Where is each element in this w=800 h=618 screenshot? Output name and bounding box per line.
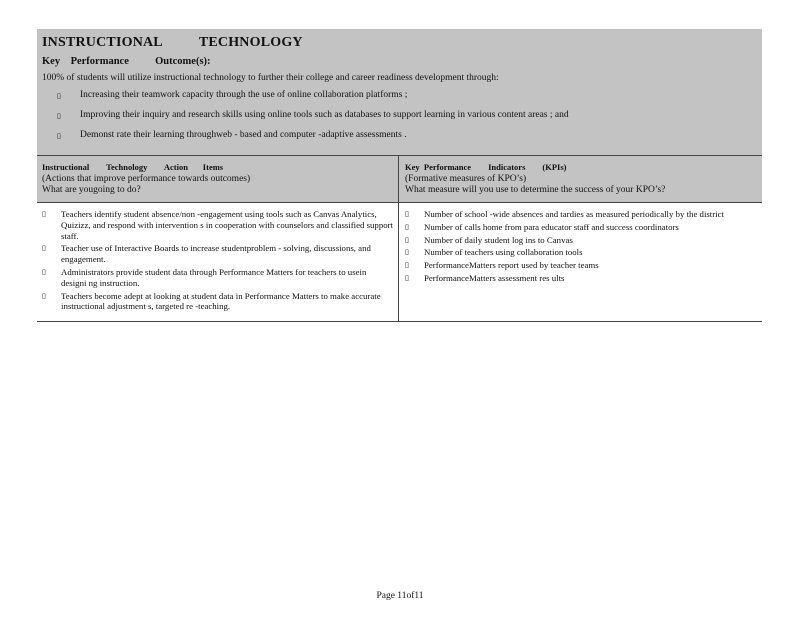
action-items-title: Instructional Technology Action Items	[42, 162, 224, 172]
kpi-question: What measure will you use to determine the success of your KPO’s?	[405, 185, 666, 195]
list-item: ▯ Number of calls home from para educator staff and success coordinators	[405, 221, 679, 232]
action-item-list	[42, 209, 393, 312]
bullet-icon: ▯	[42, 291, 46, 300]
kpi-header	[399, 156, 762, 202]
list-item: ▯ Number of daily student log ins to Canvas	[405, 234, 573, 245]
list-item: ▯ Number of school -wide absences and tardies as measured periodically by the district	[405, 209, 724, 219]
table-header-row	[37, 155, 762, 202]
bullet-icon: ▯	[42, 244, 46, 253]
action-items-cell	[37, 203, 399, 321]
bullet-icon: ▯	[42, 210, 46, 218]
outcomes-header	[37, 29, 762, 155]
list-item: ▯ Teacher use of Interactive Boards to increase studentproblem - solving, discussions, and engagement.	[42, 243, 371, 265]
outcome-intro: 100% of students will utilize instructional technology to further their college and career readiness development through:	[42, 73, 499, 83]
kpo-label: Key Performance Outcome(s):	[42, 56, 211, 67]
kpi-subtitle: (Formative measures of KPO’s)	[405, 174, 527, 184]
list-item: ▯ Teachers identify student absence/non -engagement using tools such as Canvas Analytics, Quizizz, and respond with intervention s in cooperation with counselors and classified support staff.	[42, 209, 394, 241]
bullet-icon: ▯	[57, 92, 61, 100]
bullet-icon: ▯	[405, 261, 409, 270]
outcome-bullet: ▯ Demonst rate their learning throughweb - based and computer -adaptive assessments .	[57, 130, 407, 140]
page-number: Page 11of11	[376, 591, 424, 601]
bullet-icon: ▯	[57, 112, 61, 120]
kpi-list	[405, 209, 757, 284]
table-body-row	[37, 202, 762, 322]
action-items-question: What are yougoing to do?	[42, 185, 141, 195]
bullet-icon: ▯	[405, 210, 409, 218]
title-word-instructional: INSTRUCTIONAL	[42, 35, 163, 50]
bullet-icon: ▯	[405, 235, 409, 244]
action-kpi-table	[37, 155, 762, 322]
list-item: ▯ PerformanceMatters report used by teacher teams	[405, 260, 599, 271]
list-item: ▯ Administrators provide student data through Performance Matters for teachers to usein designi ng instruction.	[42, 266, 367, 288]
list-item: ▯ PerformanceMatters assessment res ults	[405, 272, 565, 283]
action-items-header	[37, 156, 399, 202]
bullet-icon: ▯	[405, 273, 409, 282]
title-word-technology: TECHNOLOGY	[198, 35, 303, 50]
outcome-bullet-list	[42, 90, 757, 142]
action-items-subtitle: (Actions that improve performance towards outcomes)	[42, 174, 251, 184]
list-item: ▯ Teachers become adept at looking at student data in Performance Matters to make accurate instructional adjustment s, targeted re -teaching.	[42, 290, 381, 312]
outcome-bullet: ▯ Increasing their teamwork capacity through the use of online collaboration platforms ;	[57, 90, 408, 100]
bullet-icon: ▯	[405, 248, 409, 257]
bullet-icon: ▯	[42, 267, 46, 276]
bullet-icon: ▯	[57, 132, 61, 140]
kpi-title: Key Performance Indicators (KPIs)	[405, 162, 567, 172]
list-item: ▯ Number of teachers using collaboration tools	[405, 247, 583, 258]
page-title	[42, 35, 757, 51]
bullet-icon: ▯	[405, 222, 409, 231]
kpi-cell	[399, 203, 762, 321]
outcome-bullet: ▯ Improving their inquiry and research skills using online tools such as databases to support learning in various content areas ; and	[57, 110, 569, 120]
